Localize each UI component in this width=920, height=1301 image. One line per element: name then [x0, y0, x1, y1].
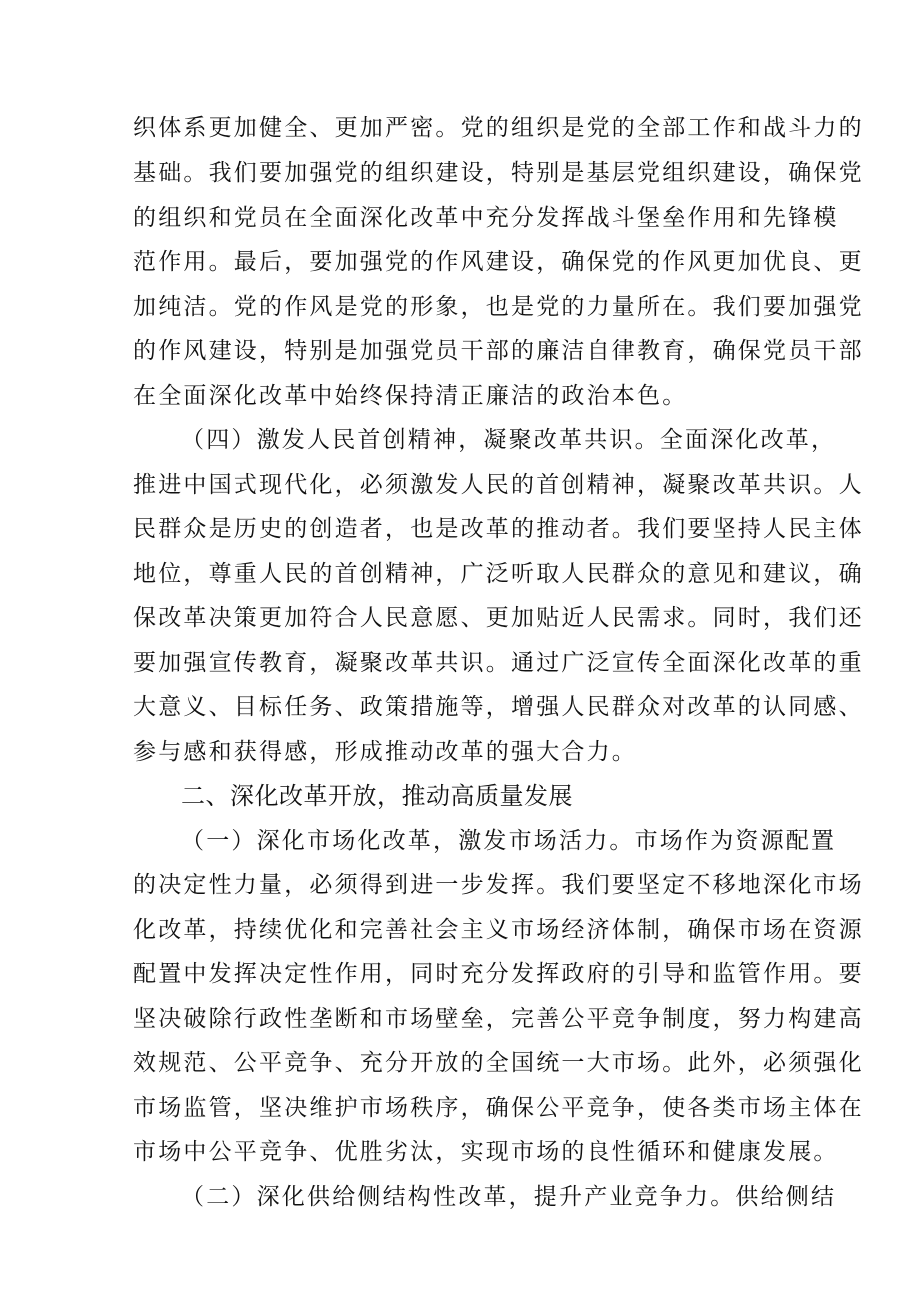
- text-line: 范作用。最后，要加强党的作风建设，确保党的作风更加优良、更: [133, 249, 864, 275]
- text-line: 民群众是历史的创造者，也是改革的推动者。我们要坚持人民主体: [133, 516, 864, 542]
- text-line: 要加强宣传教育，凝聚改革共识。通过广泛宣传全面深化改革的重: [133, 650, 864, 676]
- text-line: 加纯洁。党的作风是党的形象，也是党的力量所在。我们要加强党: [133, 294, 864, 320]
- text-line: 市场监管，坚决维护市场秩序，确保公平竞争，使各类市场主体在: [133, 1095, 864, 1121]
- text-line: 效规范、公平竞争、充分开放的全国统一大市场。此外，必须强化: [133, 1050, 864, 1076]
- text-line: 化改革，持续优化和完善社会主义市场经济体制，确保市场在资源: [133, 917, 864, 943]
- text-line: 地位，尊重人民的首创精神，广泛听取人民群众的意见和建议，确: [133, 561, 864, 587]
- paragraph-first-line: （二）深化供给侧结构性改革，提升产业竞争力。供给侧结: [181, 1184, 837, 1210]
- text-line: 的组织和党员在全面深化改革中充分发挥战斗堡垒作用和先锋模: [133, 205, 839, 231]
- text-line: 的作风建设，特别是加强党员干部的廉洁自律教育，确保党员干部: [133, 338, 864, 364]
- paragraph-first-line: （一）深化市场化改革，激发市场活力。市场作为资源配置: [181, 828, 837, 854]
- text-line: 坚决破除行政性垄断和市场壁垒，完善公平竞争制度，努力构建高: [133, 1006, 864, 1032]
- text-line: 大意义、目标任务、政策措施等，增强人民群众对改革的认同感、: [133, 694, 864, 720]
- text-line: 的决定性力量，必须得到进一步发挥。我们要坚定不移地深化市场: [133, 872, 864, 898]
- text-line: 基础。我们要加强党的组织建设，特别是基层党组织建设，确保党: [133, 160, 864, 186]
- text-line: 市场中公平竞争、优胜劣汰，实现市场的良性循环和健康发展。: [133, 1139, 839, 1165]
- text-line: 推进中国式现代化，必须激发人民的首创精神，凝聚改革共识。人: [133, 472, 864, 498]
- text-line: 织体系更加健全、更加严密。党的组织是党的全部工作和战斗力的: [133, 115, 864, 141]
- text-line: 参与感和获得感，形成推动改革的强大合力。: [133, 739, 637, 765]
- paragraph-first-line: （四）激发人民首创精神，凝聚改革共识。全面深化改革，: [181, 427, 837, 453]
- text-line: 配置中发挥决定性作用，同时充分发挥政府的引导和监管作用。要: [133, 961, 864, 987]
- section-heading: 二、深化改革开放，推动高质量发展: [181, 782, 573, 810]
- text-line: 在全面深化改革中始终保持清正廉洁的政治本色。: [133, 383, 688, 409]
- text-line: 保改革决策更加符合人民意愿、更加贴近人民需求。同时，我们还: [133, 605, 864, 631]
